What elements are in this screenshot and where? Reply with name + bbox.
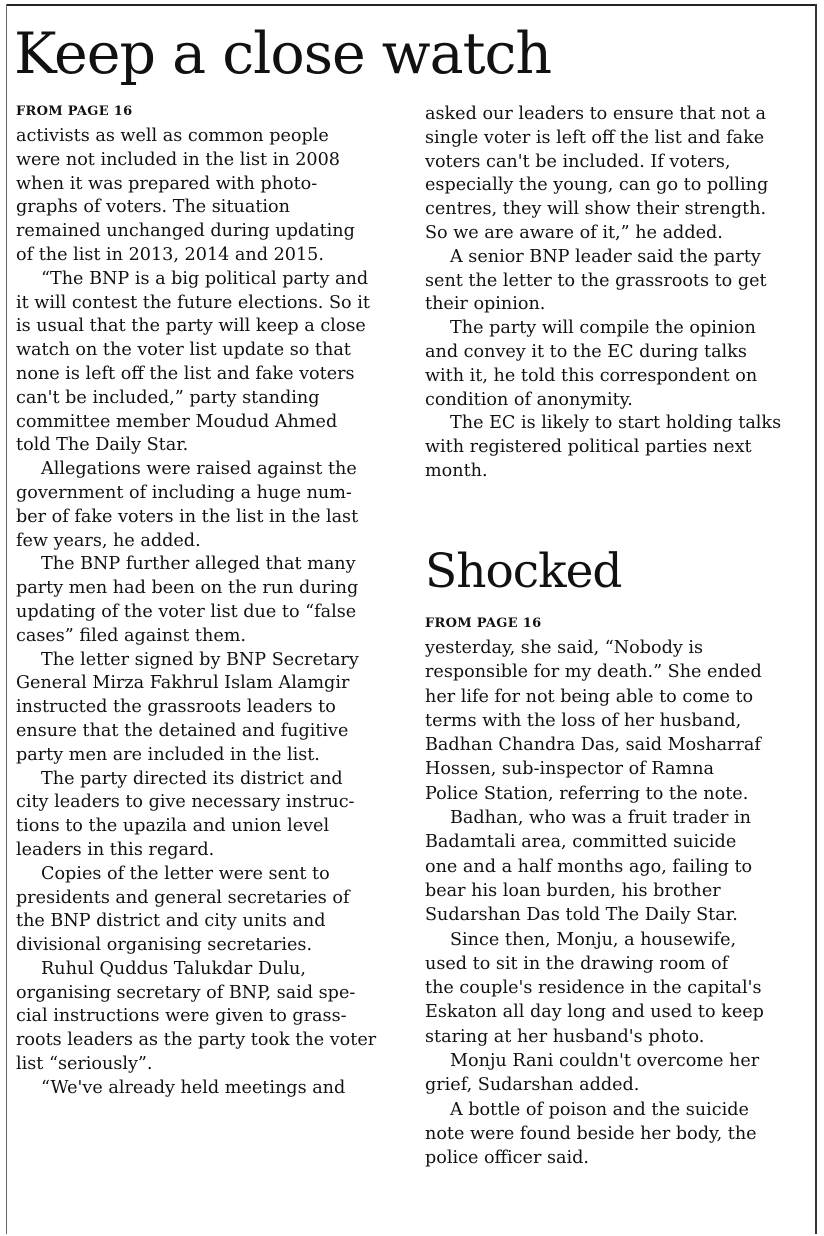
text-line: cial instructions were given to grass- [16,1006,347,1027]
text-line: one and a half months ago, failing to [425,856,753,877]
article-headline: Keep a close watch [14,21,552,87]
continuation-kicker: FROM PAGE 16 [16,104,133,119]
article-left-column [16,125,402,1101]
text-line: single voter is left off the list and fake [425,127,765,148]
text-line: The BNP further alleged that many [41,554,356,575]
text-line: ensure that the detained and fugitive [16,720,349,741]
text-line: police officer said. [425,1148,589,1169]
second-article-headline: Shocked [425,544,622,599]
text-line: party men are included in the list. [16,744,320,765]
text-line: asked our leaders to ensure that not a [425,104,767,124]
text-line: activists as well as common people [16,126,329,146]
text-line: it will contest the future elections. So it [16,292,370,313]
text-line: watch on the voter list update so that [16,340,351,361]
text-line: “The BNP is a big political party and [41,268,369,289]
text-line: The letter signed by BNP Secretary [41,649,359,670]
top-rule [6,4,816,6]
text-line: remained unchanged during updating [16,221,355,242]
text-line: month. [425,460,488,481]
text-line: told The Daily Star. [16,435,189,456]
text-line: Eskaton all day long and used to keep [425,1002,764,1023]
text-line: with it, he told this correspondent on [425,365,758,386]
text-line: list “seriously”. [16,1054,153,1075]
second-article-column [425,636,813,1171]
text-line: sent the letter to the grassroots to get [425,270,767,291]
text-line: “We've already held meetings and [41,1077,346,1098]
text-line: bear his loan burden, his brother [425,880,721,901]
text-line: So we are aware of it,” he added. [425,222,723,243]
text-line: grief, Sudarshan added. [425,1075,640,1096]
text-line: Ruhul Quddus Talukdar Dulu, [41,958,306,979]
text-line: yesterday, she said, “Nobody is [425,638,704,658]
text-line: the couple's residence in the capital's [425,978,762,999]
text-line: of the list in 2013, 2014 and 2015. [16,244,324,265]
text-line: Hossen, sub-inspector of Ramna [425,759,715,780]
text-line: were not included in the list in 2008 [16,149,340,170]
text-line: leaders in this regard. [16,839,215,860]
text-line: none is left off the list and fake voters [16,363,355,384]
text-line: government of including a huge num- [16,482,352,503]
text-line: A senior BNP leader said the party [450,246,761,267]
text-line: is usual that the party will keep a close [16,316,366,337]
text-line: her life for not being able to come to [425,686,754,707]
text-line: and convey it to the EC during talks [425,341,747,362]
text-line: terms with the loss of her husband, [425,710,742,731]
text-line: The party directed its district and [41,768,343,789]
text-line: the BNP district and city units and [16,911,326,932]
text-line: their opinion. [425,294,546,315]
left-rule [6,4,7,1234]
text-line: especially the young, can go to polling [425,175,769,196]
text-line: roots leaders as the party took the voter [16,1030,377,1051]
text-line: updating of the voter list due to “false [16,601,357,622]
text-line: condition of anonymity. [425,389,633,410]
text-line: divisional organising secretaries. [16,935,313,956]
text-line: Badhan Chandra Das, said Mosharraf [425,735,761,756]
text-line: can't be included,” party standing [16,387,320,408]
text-line: organising secretary of BNP, said spe- [16,982,356,1003]
text-line: Badamtali area, committed suicide [425,832,737,853]
text-line: Police Station, referring to the note. [425,783,749,804]
text-line: Copies of the letter were sent to [41,863,330,884]
right-column-rule [815,4,817,1234]
text-line: Since then, Monju, a housewife, [450,929,737,950]
text-line: Monju Rani couldn't overcome her [450,1051,760,1072]
text-line: committee member Moudud Ahmed [16,411,338,432]
text-line: responsible for my death.” She ended [425,662,762,683]
text-line: Allegations were raised against the [41,459,357,480]
text-line: with registered political parties next [425,437,752,458]
text-line: The party will compile the opinion [450,318,756,339]
text-line: party men had been on the run during [16,578,359,599]
text-line: centres, they will show their strength. [425,199,767,220]
text-line: Sudarshan Das told The Daily Star. [425,905,738,926]
text-line: The EC is likely to start holding talks [450,413,782,434]
text-line: instructed the grassroots leaders to [16,697,336,718]
text-line: used to sit in the drawing room of [425,953,729,974]
text-line: A bottle of poison and the suicide [450,1099,749,1120]
text-line: ber of fake voters in the list in the last [16,506,359,527]
text-line: presidents and general secretaries of [16,887,350,908]
text-line: cases” filed against them. [16,625,247,646]
text-line: voters can't be included. If voters, [425,151,731,172]
article-right-column [425,103,813,484]
text-line: graphs of voters. The situation [16,197,290,218]
text-line: tions to the upazila and union level [16,816,330,837]
text-line: note were found beside her body, the [425,1123,757,1144]
text-line: General Mirza Fakhrul Islam Alamgir [16,673,350,694]
text-line: staring at her husband's photo. [425,1026,705,1047]
text-line: when it was prepared with photo- [16,173,318,194]
second-continuation-kicker: FROM PAGE 16 [425,616,542,631]
text-line: city leaders to give necessary instruc- [16,792,355,813]
text-line: few years, he added. [16,530,201,551]
text-line: Badhan, who was a fruit trader in [450,808,751,829]
